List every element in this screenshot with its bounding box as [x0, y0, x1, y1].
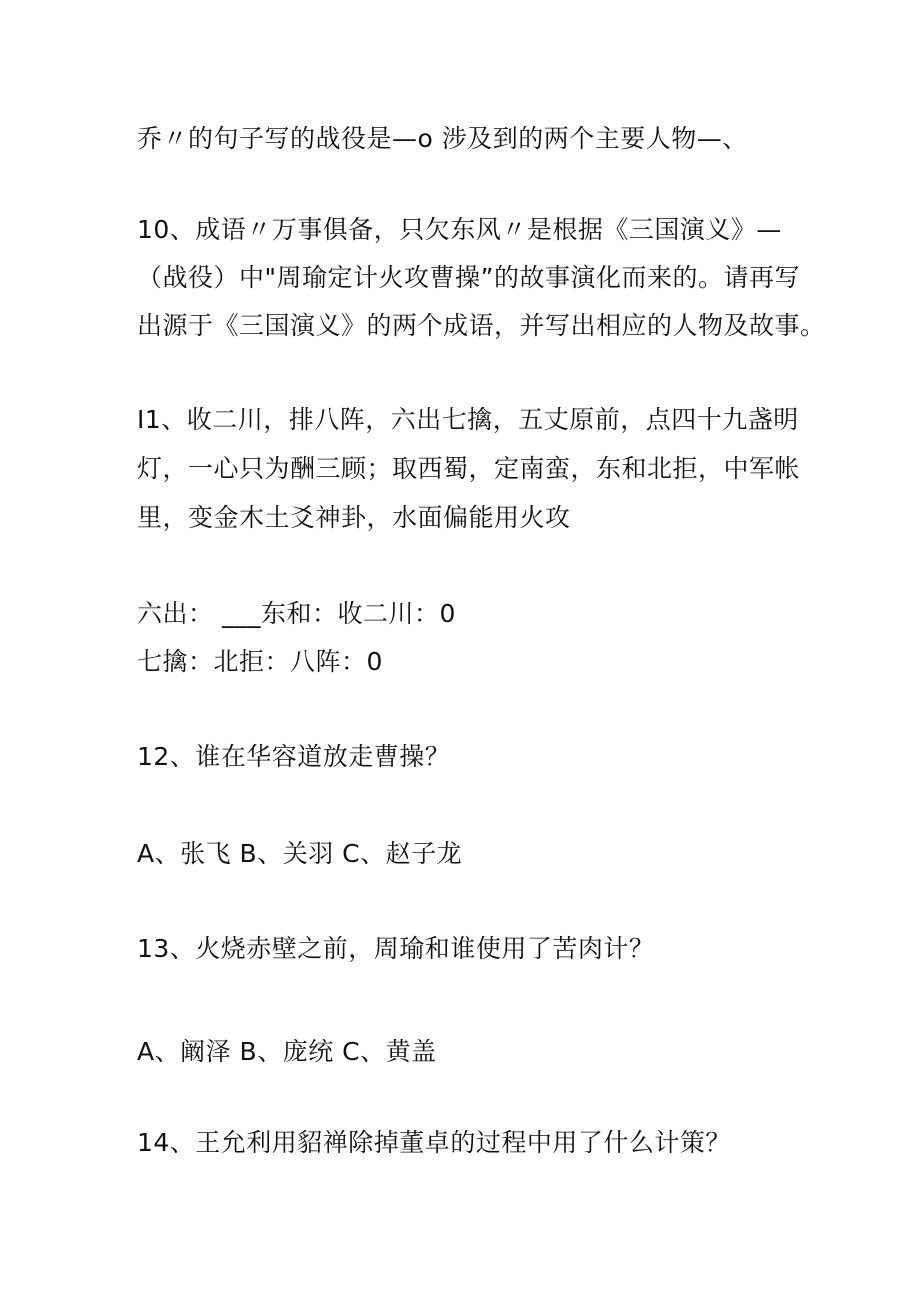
- matching-line-2: 七擒：北拒：八阵：0: [137, 647, 383, 676]
- text-line-question9-end: 乔〃的句子写的战役是—o 涉及到的两个主要人物—、: [137, 124, 748, 153]
- question-13: 13、火烧赤壁之前，周瑜和谁使用了苦肉计？: [137, 934, 655, 963]
- question-14: 14、王允利用貂禅除掉董卓的过程中用了什么计策？: [137, 1128, 731, 1157]
- question-11-line-2: 灯，一心只为酬三顾；取西蜀，定南蛮，东和北拒，中军帐: [137, 454, 801, 483]
- question-10-line-2: （战役）中"周瑜定计火攻曹操”的故事演化而来的。请再写: [137, 263, 800, 292]
- question-13-options: A、阚泽 B、庞统 C、黄盖: [137, 1037, 437, 1066]
- question-10-line-3: 出源于《三国演义》的两个成语，并写出相应的人物及故事。: [137, 311, 826, 340]
- question-11-line-3: 里，变金木土爻神卦，水面偏能用火攻: [137, 503, 571, 532]
- question-10-line-1: 10、成语〃万事俱备，只欠东风〃是根据《三国演义》—: [137, 215, 782, 244]
- question-11-line-1: I1、收二川，排八阵，六出七擒，五丈原前，点四十九盏明: [137, 405, 799, 434]
- question-12: 12、谁在华容道放走曹操？: [137, 742, 451, 771]
- matching-line-1: 六出： ___东和：收二川：0: [137, 599, 456, 628]
- question-12-options: A、张飞 B、关羽 C、赵子龙: [137, 839, 463, 868]
